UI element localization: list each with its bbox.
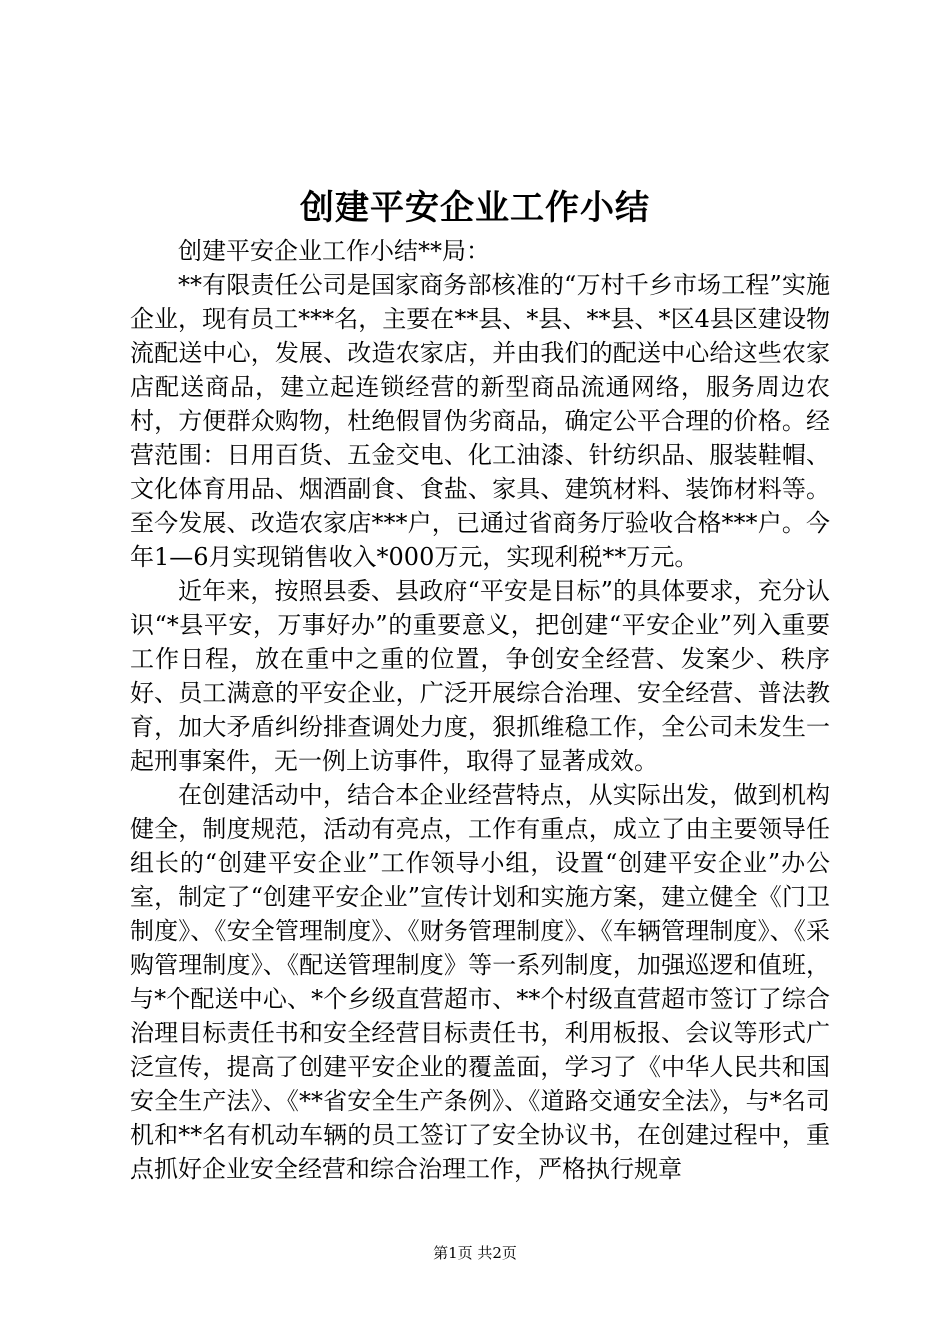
paragraph: 在创建活动中，结合本企业经营特点，从实际出发，做到机构健全，制度规范，活动有亮点，工作有重点，成立了由主要领导任组长的“创建平安企业”工作领导小组，设置“创建平安企业”办公室，制定了“创建平安企业”宣传计划和实施方案，建立健全《门卫制度》、《安全管理制度》、《财务管理制度》、《车辆管理制度》、《采购管理制度》、《配送管理制度》等一系列制度，加强巡逻和值班，与*个配送中心、*个乡级直营超市、**个村级直营超市签订了综合治理目标责任书和安全经营目标责任书，利用板报、会议等形式广泛宣传，提高了创建平安企业的覆盖面，学习了《中华人民共和国安全生产法》、《**省安全生产条例》、《道路交通安全法》，与*名司机和**名有机动车辆的员工签订了安全协议书，在创建过程中，重点抓好企业安全经营和综合治理工作，严格执行规章 [130, 781, 830, 1183]
document-body [130, 234, 830, 1186]
document-title: 创建平安企业工作小结 [300, 188, 650, 228]
paragraph-salutation: 创建平安企业工作小结**局： [178, 237, 490, 265]
paragraph: 近年来，按照县委、县政府“平安是目标”的具体要求，充分认识“*县平安，万事好办”的重要意义，把创建“平安企业”列入重要工作日程，放在重中之重的位置，争创安全经营、发案少、秩序好、员工满意的平安企业，广泛开展综合治理、安全经营、普法教育，加大矛盾纠纷排查调处力度，狠抓维稳工作，全公司未发生一起刑事案件，无一例上访事件，取得了显著成效。 [130, 577, 830, 775]
paragraph: **有限责任公司是国家商务部核准的“万村千乡市场工程”实施企业，现有员工***名，主要在**县、*县、**县、*区4县区建设物流配送中心，发展、改造农家店，并由我们的配送中心给这些农家店配送商品，建立起连锁经营的新型商品流通网络，服务周边农村，方便群众购物，杜绝假冒伪劣商品，确定公平合理的价格。经营范围：日用百货、五金交电、化工油漆、针纺织品、服装鞋帽、文化体育用品、烟酒副食、食盐、家具、建筑材料、装饰材料等。至今发展、改造农家店***户，已通过省商务厅验收合格***户。今年1—6月实现销售收入*000万元，实现利税**万元。 [130, 271, 830, 571]
page-number-footer: 第1页 共2页 [433, 1244, 517, 1262]
